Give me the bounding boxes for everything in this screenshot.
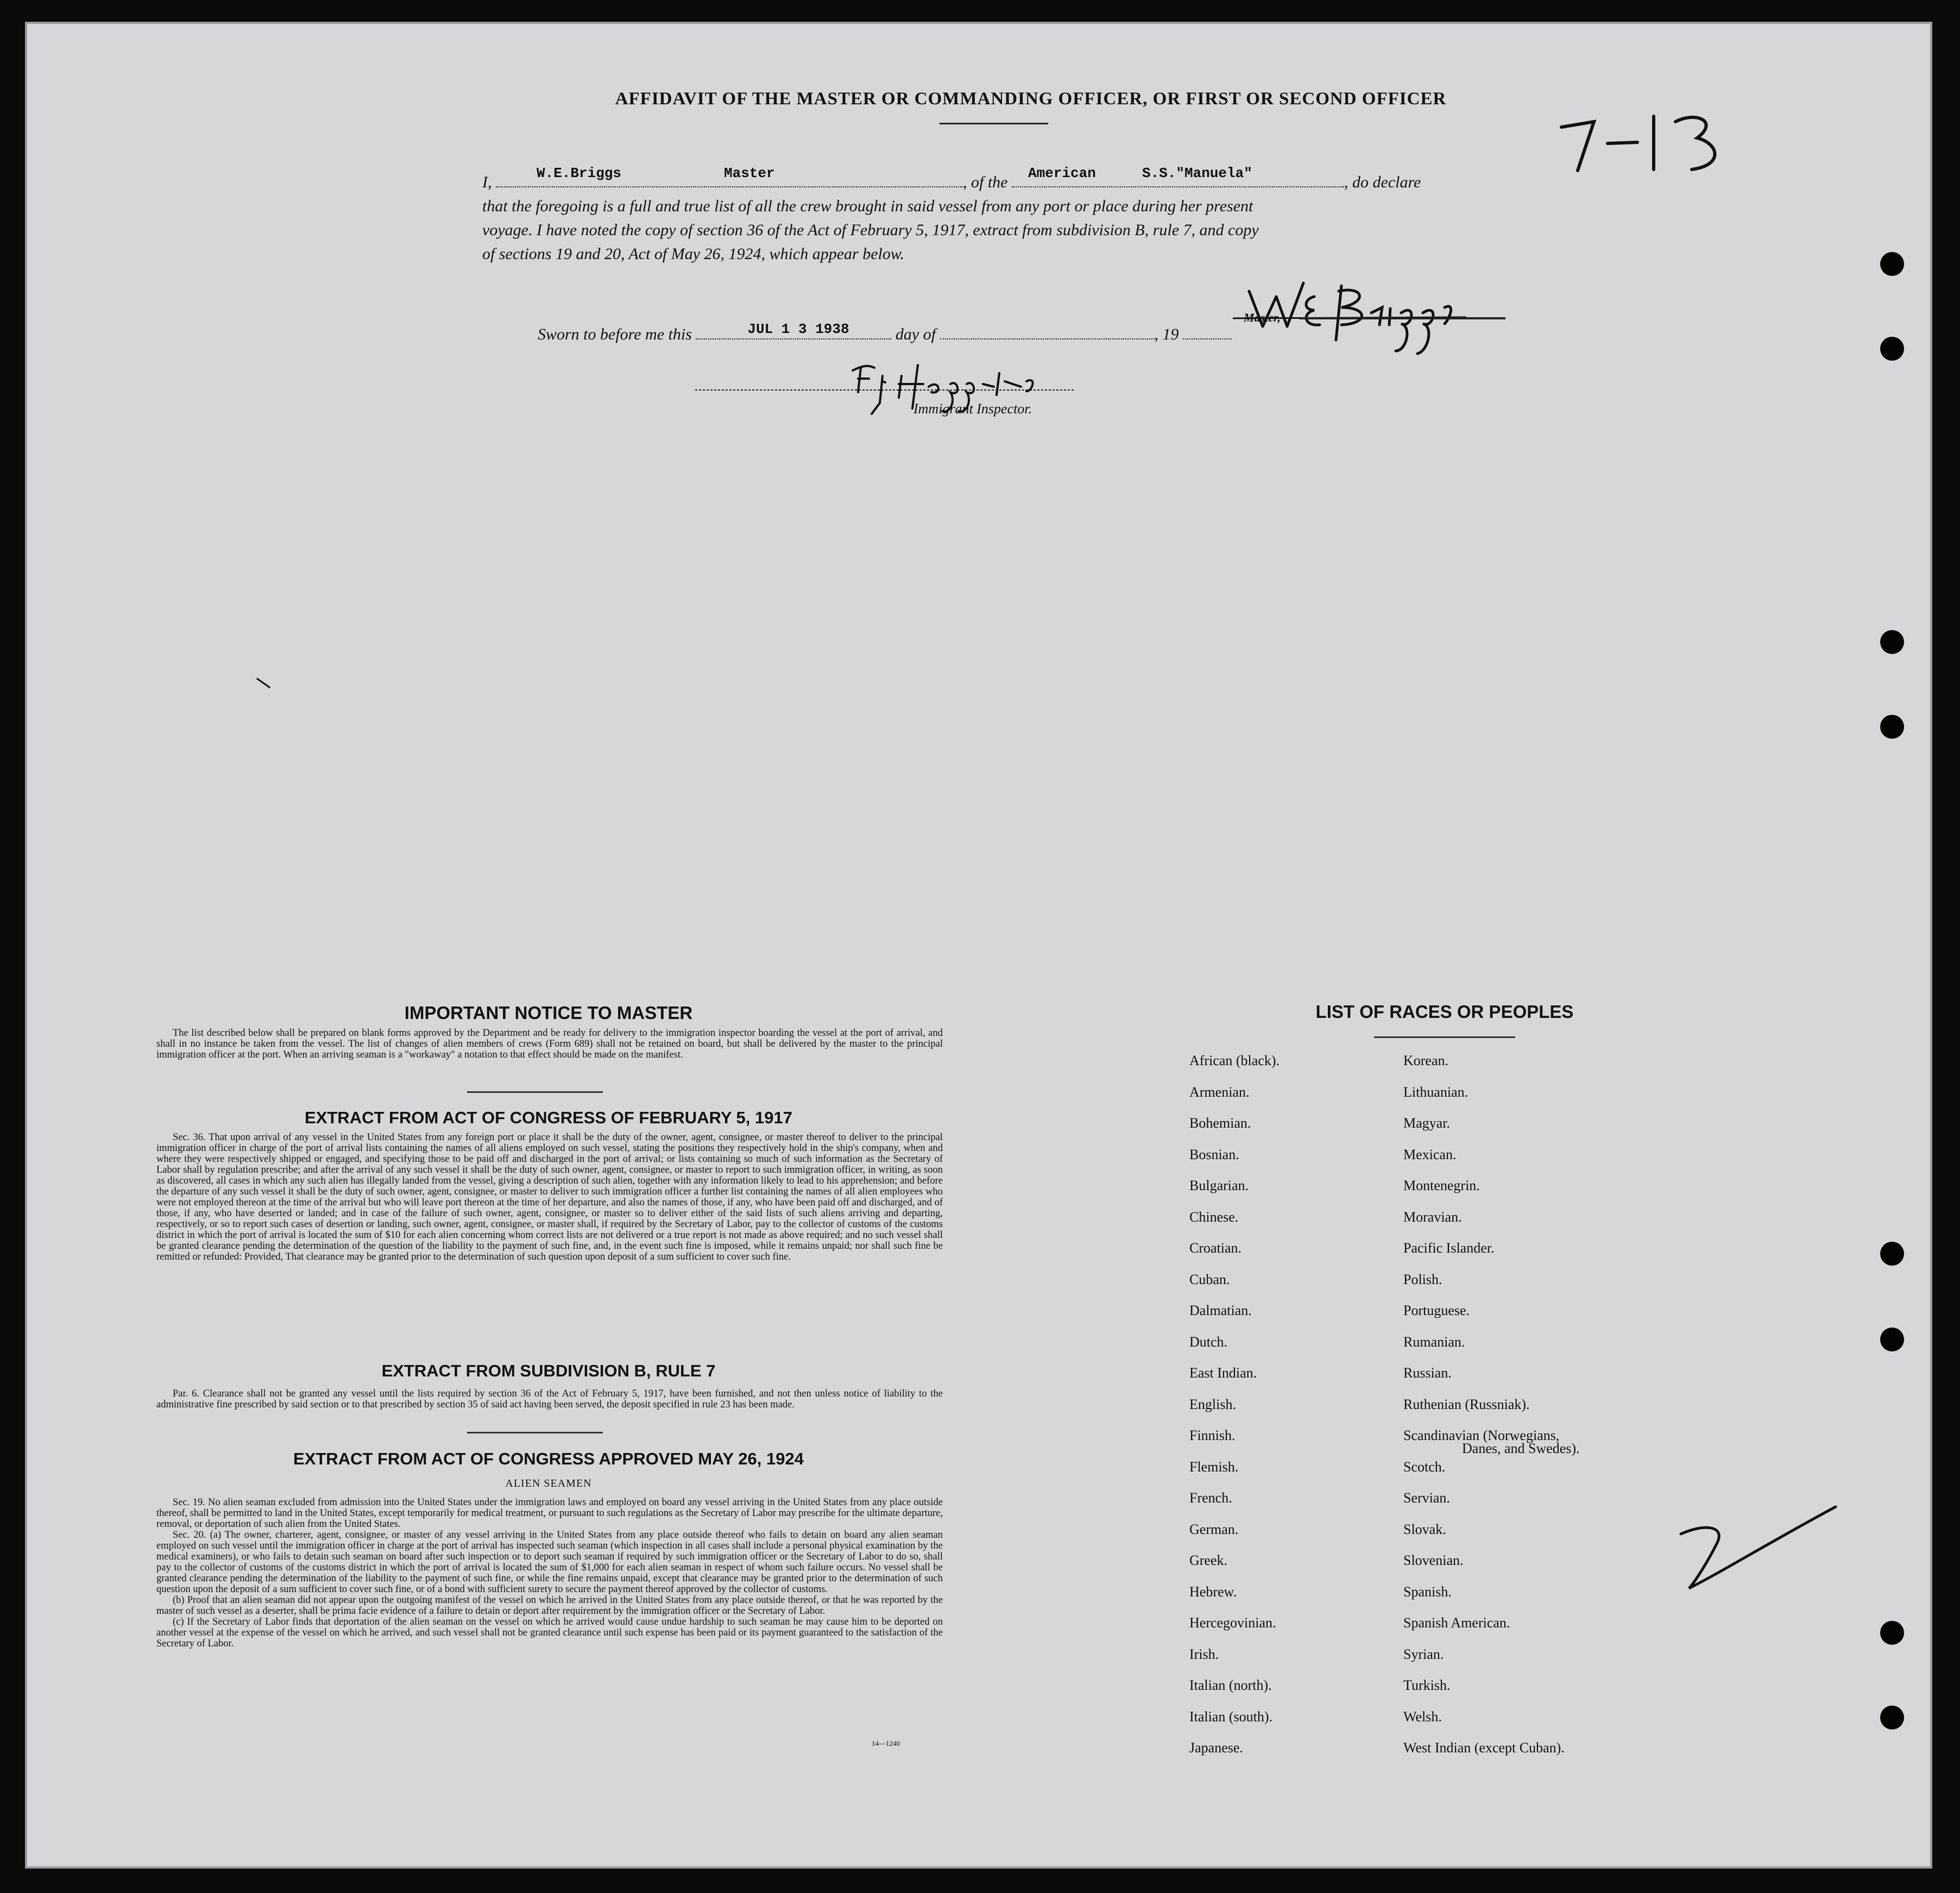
race-item: Spanish American. [1403, 1615, 1510, 1631]
race-item: Italian (north). [1189, 1677, 1272, 1693]
race-item: Hebrew. [1189, 1583, 1237, 1600]
handwritten-page-number [1556, 105, 1741, 176]
rule-7-paragraph: Par. 6. Clearance shall not be granted any vessel until the lists required by section 36 of the Act of February 5, 1917, have been furnished, and not then unless notice of liability to the administrative fine prescribed by said section or to that prescribed by section 35 of said act having been served, the deposit specified in rule 23 has been made. [156, 1388, 943, 1410]
race-item: Mexican. [1403, 1146, 1457, 1162]
race-item: Servian. [1403, 1490, 1450, 1506]
alien-seamen-subtitle: ALIEN SEAMEN [505, 1477, 592, 1489]
section-20b-paragraph: (b) Proof that an alien seaman did not appear upon the outgoing manifest of the vessel on which he arrived in the United States from any place outside thereof, or that he was reported by the master of such vessel as a deserter, shall be prima facie evidence of a failure to detain or deport after requirement by the immigration officer or the Secretary of Labor. [156, 1595, 943, 1617]
declaration-paragraph [482, 165, 1547, 266]
affidavit-title: AFFIDAVIT OF THE MASTER OR COMMANDING OFFICER, OR FIRST OR SECOND OFFICER [615, 89, 1447, 109]
race-item: Bulgarian. [1189, 1178, 1249, 1193]
race-item: Dutch. [1189, 1334, 1228, 1350]
section-divider [467, 1091, 603, 1093]
sworn-date-field [696, 320, 891, 339]
races-title: LIST OF RACES OR PEOPLES [1315, 1002, 1574, 1022]
race-item: Korean. [1403, 1053, 1449, 1068]
extract-1924-body [156, 1497, 943, 1649]
race-item: Welsh. [1403, 1708, 1442, 1725]
race-item: Ruthenian (Russniak). [1403, 1396, 1530, 1412]
race-item: Greek. [1189, 1552, 1228, 1568]
handwritten-check-mark [1678, 1501, 1852, 1594]
vessel-field [1012, 165, 1344, 187]
sworn-date-stamp: JUL 1 3 1938 [747, 321, 849, 337]
race-item: Italian (south). [1189, 1708, 1273, 1725]
race-item: Scotch. [1403, 1458, 1446, 1475]
of-the-label: , of the [963, 173, 1008, 191]
race-item: Lithuanian. [1403, 1084, 1469, 1100]
race-item: German. [1189, 1521, 1239, 1537]
race-item: African (black). [1189, 1053, 1280, 1068]
race-item: West Indian (except Cuban). [1403, 1740, 1565, 1756]
extract-1924-title: EXTRACT FROM ACT OF CONGRESS APPROVED MAY 26, 1924 [293, 1449, 804, 1468]
notice-paragraph: The list described below shall be prepared on blank forms approved by the Department and be ready for delivery to the immigration inspector boarding the vessel at the port of arrival, and shall in no instance be taken from the vessel. The list of changes of alien members of crews (Form 689) shall not be retained on board, but shall be delivered by the master to the principal immigration officer at the port. When an arriving seaman is a "workaway" a notation to that effect should be made on the manifest. [156, 1028, 943, 1060]
race-item: Chinese. [1189, 1209, 1239, 1225]
punch-hole [1880, 715, 1904, 739]
race-item: Scandinavian (Norwegians, [1403, 1427, 1560, 1443]
title-divider [940, 123, 1048, 124]
punch-hole [1880, 1706, 1904, 1730]
punch-hole [1880, 1621, 1904, 1645]
race-item: Montenegrin. [1403, 1178, 1480, 1193]
extract-1917-title: EXTRACT FROM ACT OF CONGRESS OF FEBRUARY 5, 1917 [305, 1108, 792, 1127]
master-name: W.E.Briggs [537, 165, 622, 181]
race-item: Croatian. [1189, 1240, 1242, 1256]
master-label: Master, [1244, 311, 1281, 324]
i-label: I, [482, 173, 492, 191]
rule-7-title: EXTRACT FROM SUBDIVISION B, RULE 7 [381, 1361, 716, 1380]
rule-7-body [156, 1388, 943, 1410]
race-item: Syrian. [1403, 1646, 1444, 1662]
race-item: Rumanian. [1403, 1334, 1465, 1350]
race-item: Polish. [1403, 1271, 1442, 1287]
day-of-label: day of [895, 325, 936, 343]
name-rank-field [496, 165, 963, 187]
section-19-paragraph: Sec. 19. No alien seaman excluded from admission into the United States under the immigration laws and employed on board any vessel arriving in the United States from any place outside thereof, shall be permitted to land in the United States, except temporarily for medical treatment, or pursuant to such regulations as the Secretary of Labor may prescribe for the ultimate departure, removal, or deportation of such alien from the United States. [156, 1497, 943, 1530]
race-item: Irish. [1189, 1646, 1219, 1662]
race-scandinavian-continuation: Danes, and Swedes). [1462, 1441, 1580, 1456]
race-item: Slovenian. [1403, 1552, 1464, 1568]
extract-1917-body [156, 1132, 943, 1262]
race-item: Spanish. [1403, 1583, 1452, 1600]
notice-body [156, 1028, 943, 1060]
race-item: Portuguese. [1403, 1303, 1470, 1318]
race-item: Turkish. [1403, 1677, 1451, 1693]
race-item: English. [1189, 1396, 1236, 1412]
races-divider [1374, 1036, 1515, 1038]
vessel-name: S.S."Manuela" [1142, 165, 1252, 181]
race-item: Slovak. [1403, 1521, 1446, 1537]
year-field [1183, 320, 1232, 339]
declaration-line-4: of sections 19 and 20, Act of May 26, 1924, which appear below. [482, 245, 905, 263]
race-item: Flemish. [1189, 1458, 1239, 1475]
month-field [940, 320, 1155, 339]
struck-out-titles [1299, 317, 1505, 319]
race-item: Pacific Islander. [1403, 1240, 1495, 1256]
race-item: Russian. [1403, 1365, 1452, 1381]
sworn-label: Sworn to before me this [538, 325, 692, 343]
punch-hole [1880, 630, 1904, 654]
declaration-line-2: that the foregoing is a full and true list of all the crew brought in said vessel from any port or place during her present [482, 197, 1253, 215]
section-20a-paragraph: Sec. 20. (a) The owner, charterer, agent, consignee, or master of any vessel arriving in the United States from any place outside thereof who fails to detain on board any alien seaman employed on such vessel until the immigration officer in charge at the port of arrival has inspected such seaman (which inspection in all cases shall include a personal physical examination by the medical examiners), or who fails to detain such seaman on board after such inspection or to deport such seaman if required by such immigration officer or the Secretary of Labor to do so, shall pay to the collector of customs of the customs district in which the port of arrival is located the sum of $1,000 for each alien seaman in respect of whom such failure occurs. No vessel shall be granted clearance pending the determination of the liability to the payment of such fine, or while the fine remains unpaid, except that clearance may be granted prior to the determination of such question upon the deposit of a sum sufficient to cover such fine, or of a bond with sufficient surety to secure the payment thereof approved by the collector of customs. [156, 1530, 943, 1595]
race-item: Dalmatian. [1189, 1303, 1252, 1318]
section-36-text: That upon arrival of any vessel in the United States from any foreign port or place it shall be the duty of the owner, agent, consignee, or master thereof to deliver to the principal immigration officer in charge of the port of arrival lists containing the names of all aliens employed on such vessel, stating the positions they respectively hold in the ship's company, when and where they were respectively shipped or engaged, and specifying those to be paid off and discharged in the port of arrival; or lists containing so much of such information as the Secretary of Labor shall by regulation prescribe; and after the arrival of any such vessel it shall be the duty of such owner, agent, consignee, or master to report to such immigration officer, in writing, as soon as discovered, all cases in which any such alien has illegally landed from the vessel, giving a description of such alien, together with any information likely to lead to his apprehension; and before the departure of any such vessel it shall be the duty of such owner, agent, consignee, or master to deliver to such immigration officer a further list containing the names of all alien employees who were not employed thereon at the time of the arrival but who will leave port thereon at the time of her departure, and also the names of those, if any, who have been paid off and discharged, and of those, if any, who have deserted or landed; and in case of the failure of such owner, agent, consignee, or master so to deliver either of the said lists of such aliens arriving and departing, respectively, or so to report such cases of desertion or landing, such owner, agent, consignee, or master shall, if required by the Secretary of Labor, pay to the collector of customs of the customs district in which the port of arrival is located the sum of $10 for each alien concerning whom correct lists are not delivered or a true report is not made as above required; and no such vessel shall be granted clearance pending the determination of the question of the liability to the payment of such fine, and, in the event such fine is imposed, while it remains unpaid; nor shall such fine be remitted or refunded: Provided, That clearance may be granted prior to the determination of such question upon deposit of a sum sufficient to cover such fine. [156, 1132, 943, 1262]
race-item: Magyar. [1403, 1115, 1450, 1131]
race-item: Armenian. [1189, 1084, 1250, 1100]
punch-hole [1880, 337, 1904, 361]
section-36-label: Sec. 36. [173, 1132, 206, 1143]
race-item: Hercegovinian. [1189, 1615, 1276, 1631]
race-item: Japanese. [1189, 1740, 1243, 1756]
form-number: 14—1240 [872, 1739, 900, 1747]
race-item: Finnish. [1189, 1427, 1236, 1443]
race-item: French. [1189, 1490, 1232, 1506]
race-item: East Indian. [1189, 1365, 1257, 1381]
vessel-nationality: American [1028, 165, 1096, 181]
race-item: Cuban. [1189, 1271, 1230, 1287]
notice-title: IMPORTANT NOTICE TO MASTER [404, 1003, 693, 1023]
punch-hole [1880, 252, 1904, 276]
master-rank: Master [724, 165, 775, 181]
race-item: Bosnian. [1189, 1146, 1239, 1162]
document-page [25, 22, 1932, 1869]
section-20c-paragraph: (c) If the Secretary of Labor finds that deportation of the alien seaman on the vessel on which he arrived would cause undue hardship to such seaman he may cause him to be deported on another vessel at the expense of the vessel on which he arrived, and such vessel shall not be granted clearance until such expense has been paid or its payment guaranteed to the satisfaction of the Secretary of Labor. [156, 1617, 943, 1649]
punch-hole [1880, 1242, 1904, 1266]
race-item: Moravian. [1403, 1209, 1462, 1225]
punch-hole [1880, 1328, 1904, 1351]
section-divider [467, 1432, 603, 1433]
inspector-label: Immigrant Inspector. [913, 401, 1032, 417]
do-declare-label: , do declare [1344, 173, 1421, 191]
sworn-line [538, 320, 1232, 344]
declaration-line-3: voyage. I have noted the copy of section 36 of the Act of February 5, 1917, extract from subdivision B, rule 7, and copy [482, 221, 1259, 239]
year-label: , 19 [1154, 325, 1179, 343]
stray-mark [256, 678, 270, 689]
race-item: Bohemian. [1189, 1115, 1251, 1131]
